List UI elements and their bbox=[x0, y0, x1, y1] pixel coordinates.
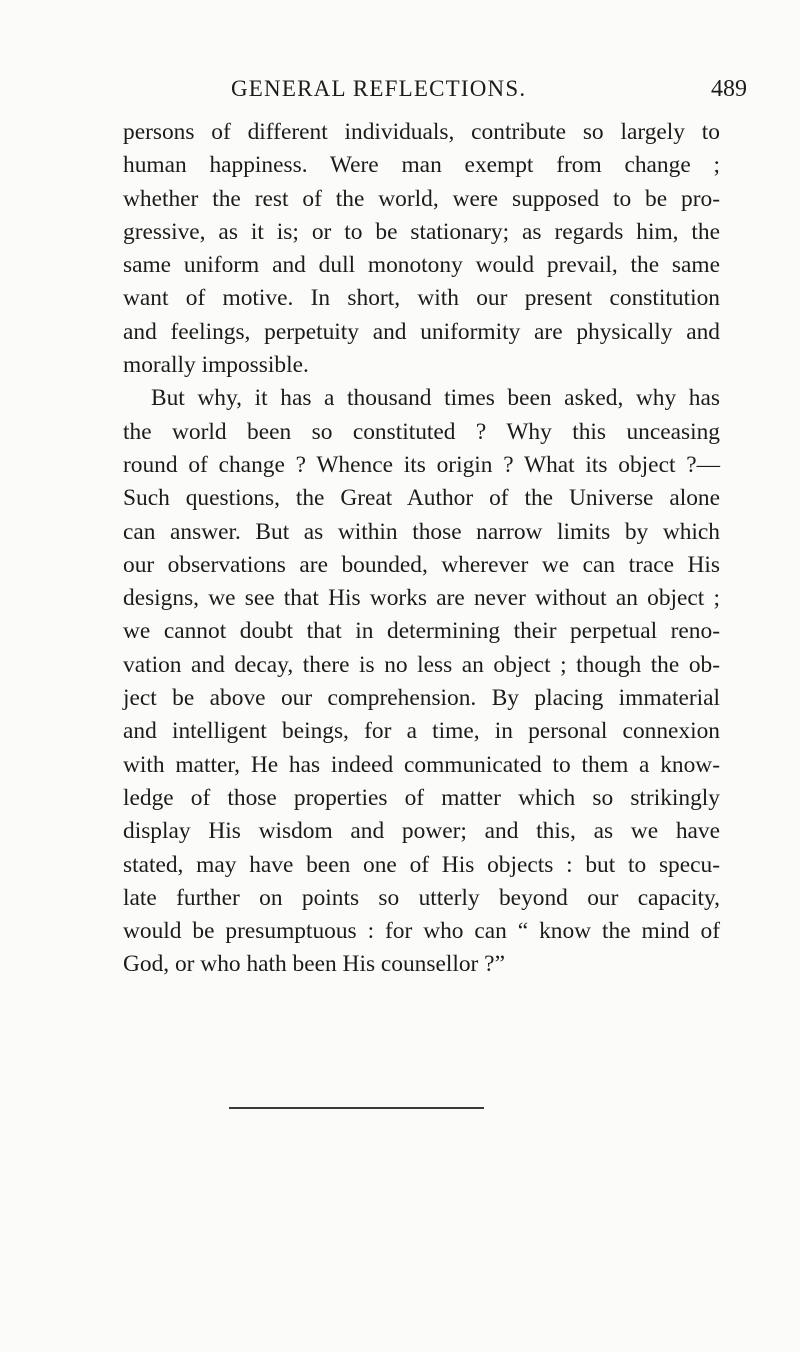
body-text bbox=[123, 116, 720, 982]
text-line: would be presumptuous : for who can “ know the mind of bbox=[123, 918, 720, 945]
text-line: display His wisdom and power; and this, as we have bbox=[123, 818, 720, 845]
running-title: GENERAL REFLECTIONS. bbox=[231, 76, 527, 101]
section-rule bbox=[229, 1107, 484, 1109]
text-line: and feelings, perpetuity and uniformity are physically and bbox=[123, 318, 720, 345]
text-line: with matter, He has indeed communicated to them a know- bbox=[123, 751, 720, 778]
text-line: same uniform and dull monotony would prevail, the same bbox=[123, 252, 720, 279]
paragraph-last-line: morally impossible. bbox=[123, 352, 309, 379]
text-line: the world been so constituted ? Why this unceasing bbox=[123, 418, 720, 445]
text-line: our observations are bounded, wherever we can trace His bbox=[123, 551, 720, 578]
text-line: whether the rest of the world, were supposed to be pro- bbox=[123, 185, 720, 212]
running-head bbox=[123, 72, 747, 106]
text-line: stated, may have been one of His objects : but to specu- bbox=[123, 851, 720, 878]
text-line: late further on points so utterly beyond our capacity, bbox=[123, 884, 720, 911]
text-line: ject be above our comprehension. By placing immaterial bbox=[123, 685, 720, 712]
text-line: Such questions, the Great Author of the Universe alone bbox=[123, 485, 720, 512]
text-line: designs, we see that His works are never without an object ; bbox=[123, 585, 720, 612]
text-line: persons of different individuals, contribute so largely to bbox=[123, 119, 720, 145]
text-line: round of change ? Whence its origin ? What its object ?— bbox=[123, 451, 720, 478]
text-line: human happiness. Were man exempt from change ; bbox=[123, 152, 720, 179]
text-line: we cannot doubt that in determining their perpetual reno- bbox=[123, 618, 720, 645]
text-line: want of motive. In short, with our present constitution bbox=[123, 285, 720, 312]
text-line: vation and decay, there is no less an object ; though the ob- bbox=[123, 651, 720, 678]
page-number: 489 bbox=[711, 76, 747, 102]
text-line: ledge of those properties of matter which so strikingly bbox=[123, 784, 720, 811]
paragraph-last-line: God, or who hath been His counsellor ?” bbox=[123, 951, 505, 978]
text-line: and intelligent beings, for a time, in personal connexion bbox=[123, 718, 720, 745]
text-line: can answer. But as within those narrow limits by which bbox=[123, 518, 720, 545]
text-line: But why, it has a thousand times been asked, why has bbox=[151, 385, 720, 412]
text-line: gressive, as it is; or to be stationary; as regards him, the bbox=[123, 218, 720, 245]
